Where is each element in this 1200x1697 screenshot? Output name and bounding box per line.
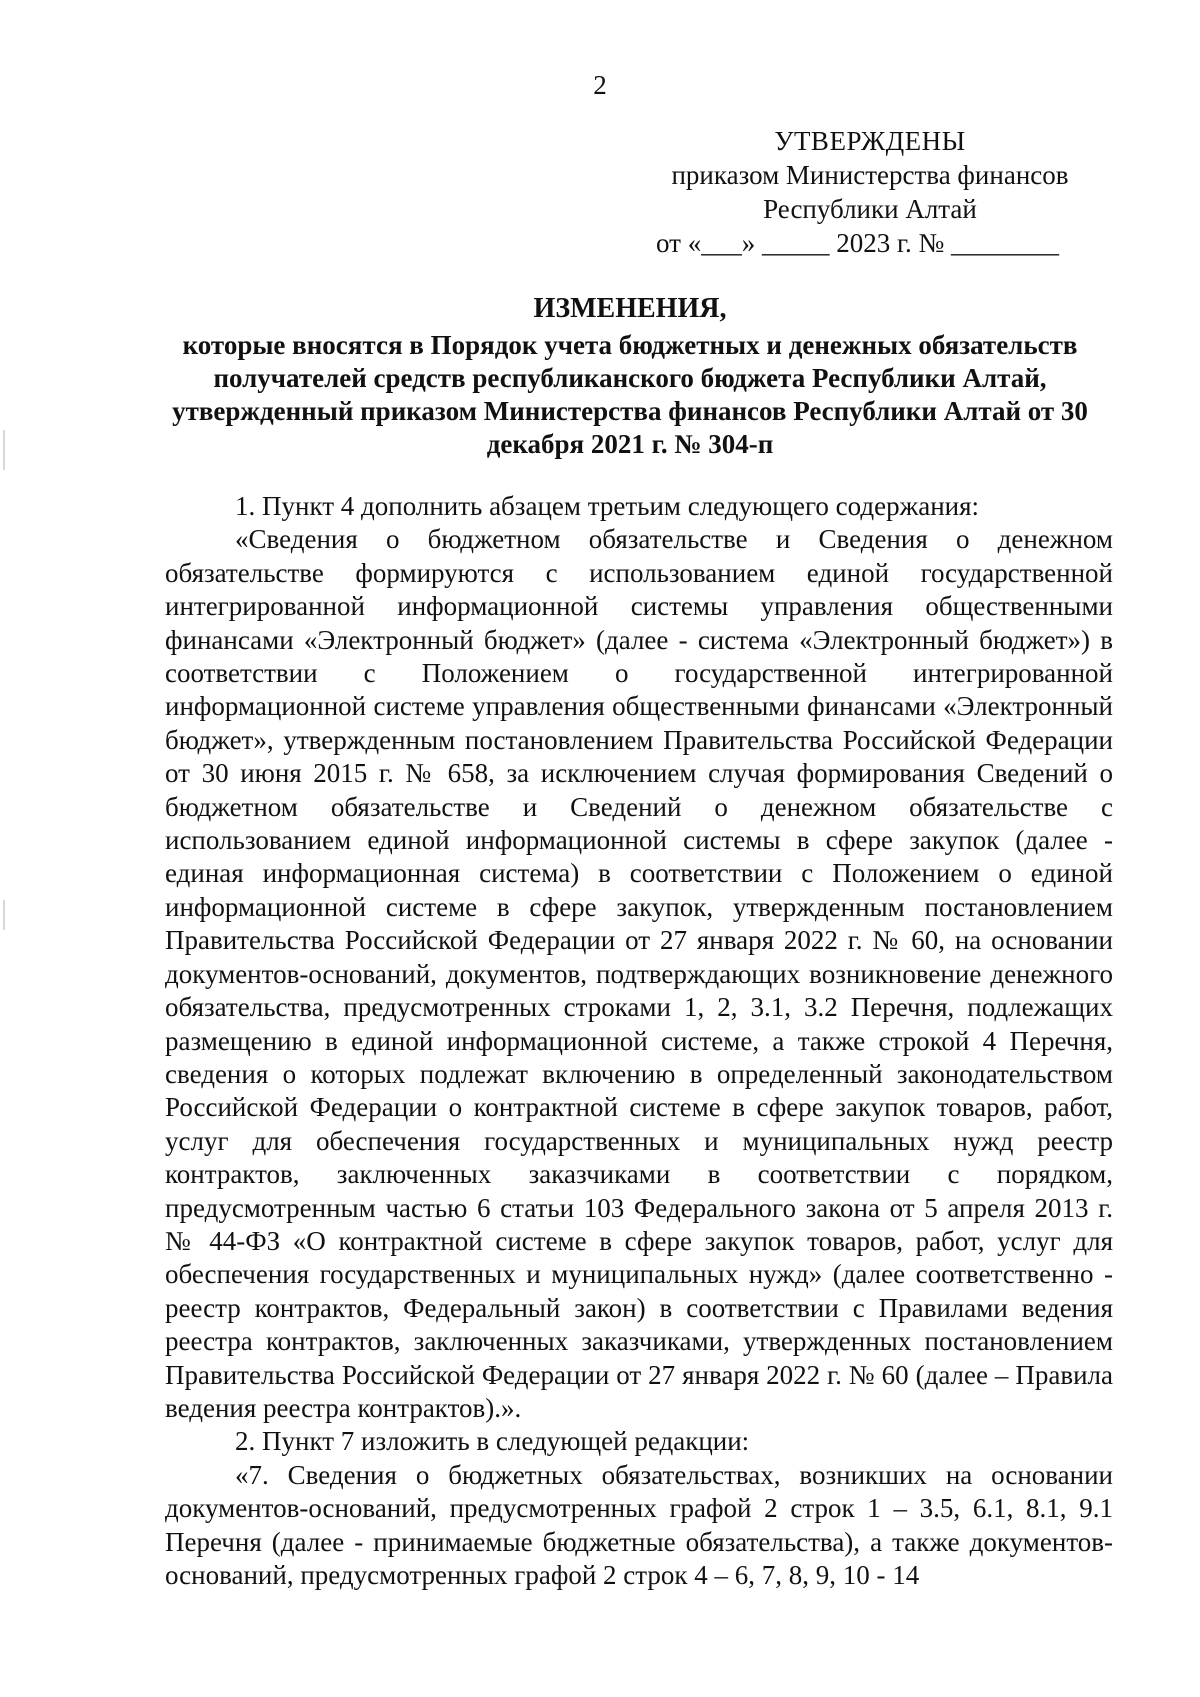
item-2-heading: 2. Пункт 7 изложить в следующей редакции: [235, 1426, 750, 1457]
scan-edge-mark [3, 900, 5, 930]
page-number: 2 [593, 70, 607, 100]
item-1-text: «Сведения о бюджетном обязательстве и Сведения о денежном обязательстве формируются с использованием единой государственной интегрированной информационной системы управления общественными финансами «Электронный бюджет» (далее - система «Электронный бюджет») в соответствии с Положением о государственной интегрированной информационной системе управления общественными финансами «Электронный бюджет», утвержденным постановлением Правительства Российской Федерации от 30 июня 2015 г. № 658, за исключением случая формирования Сведений о бюджетном обязательстве и Сведений о денежном обязательстве с использованием единой информационной системы в сфере закупок (далее - единая информационная система) в соответствии с Положением о единой информационной системе в сфере закупок, утвержденным постановлением Правительства Российской Федерации от 27 января 2022 г. № 60, на основании документов-оснований, документов, подтверждающих возникновение денежного обязательства, предусмотренных строками 1, 2, 3.1, 3.2 Перечня, подлежащих размещению в единой информационной системе, а также строкой 4 Перечня, сведения о которых подлежат включению в определенный законодательством Российской Федерации о контрактной системе в сфере закупок товаров, работ, услуг для обеспечения государственных и муниципальных нужд реестр контрактов, заключенных заказчиками в соответствии с порядком, предусмотренным частью 6 статьи 103 Федерального закона от 5 апреля 2013 г. № 44-ФЗ «О контрактной системе в сфере закупок товаров, работ, услуг для обеспечения государственных и муниципальных нужд» (далее соответственно - реестр контрактов, Федеральный закон) в соответствии с Правилами ведения реестра контрактов, заключенных заказчиками, утвержденных постановлением Правительства Российской Федерации от 27 января 2022 г. № 60 (далее – Правила ведения реестра контрактов).». [165, 524, 1113, 1423]
document-subtitle: которые вносятся в Порядок учета бюджетных и денежных обязательств получателей средств республиканского бюджета Республики Алтай, утвержденный приказом Министерства финансов Республики Алтай от 30 декабря 2021 г. № 304-п [172, 330, 1088, 459]
approval-date-line: от «___» _____ 2023 г. № ________ [656, 228, 1059, 258]
approval-line-1: приказом Министерства финансов [671, 160, 1069, 190]
item-2-text: «7. Сведения о бюджетных обязательствах, возникших на основании документов-оснований, предусмотренных графой 2 строк 1 – 3.5, 6.1, 8.1, 9.1 Перечня (далее - принимаемые бюджетные обязательства), а также документов-оснований, предусмотренных графой 2 строк 4 – 6, 7, 8, 9, 10 - 14 [165, 1459, 1113, 1590]
approval-stamp [640, 124, 1100, 260]
approval-line-2: Республики Алтай [763, 194, 977, 224]
item-1-heading: 1. Пункт 4 дополнить абзацем третьим следующего содержания: [235, 491, 980, 521]
approval-heading: УТВЕРЖДЕНЫ [774, 126, 966, 156]
document-title: ИЗМЕНЕНИЯ, [533, 293, 727, 324]
scan-edge-mark [3, 430, 5, 470]
document-title-block [150, 292, 1110, 461]
document-body [165, 490, 1113, 1592]
